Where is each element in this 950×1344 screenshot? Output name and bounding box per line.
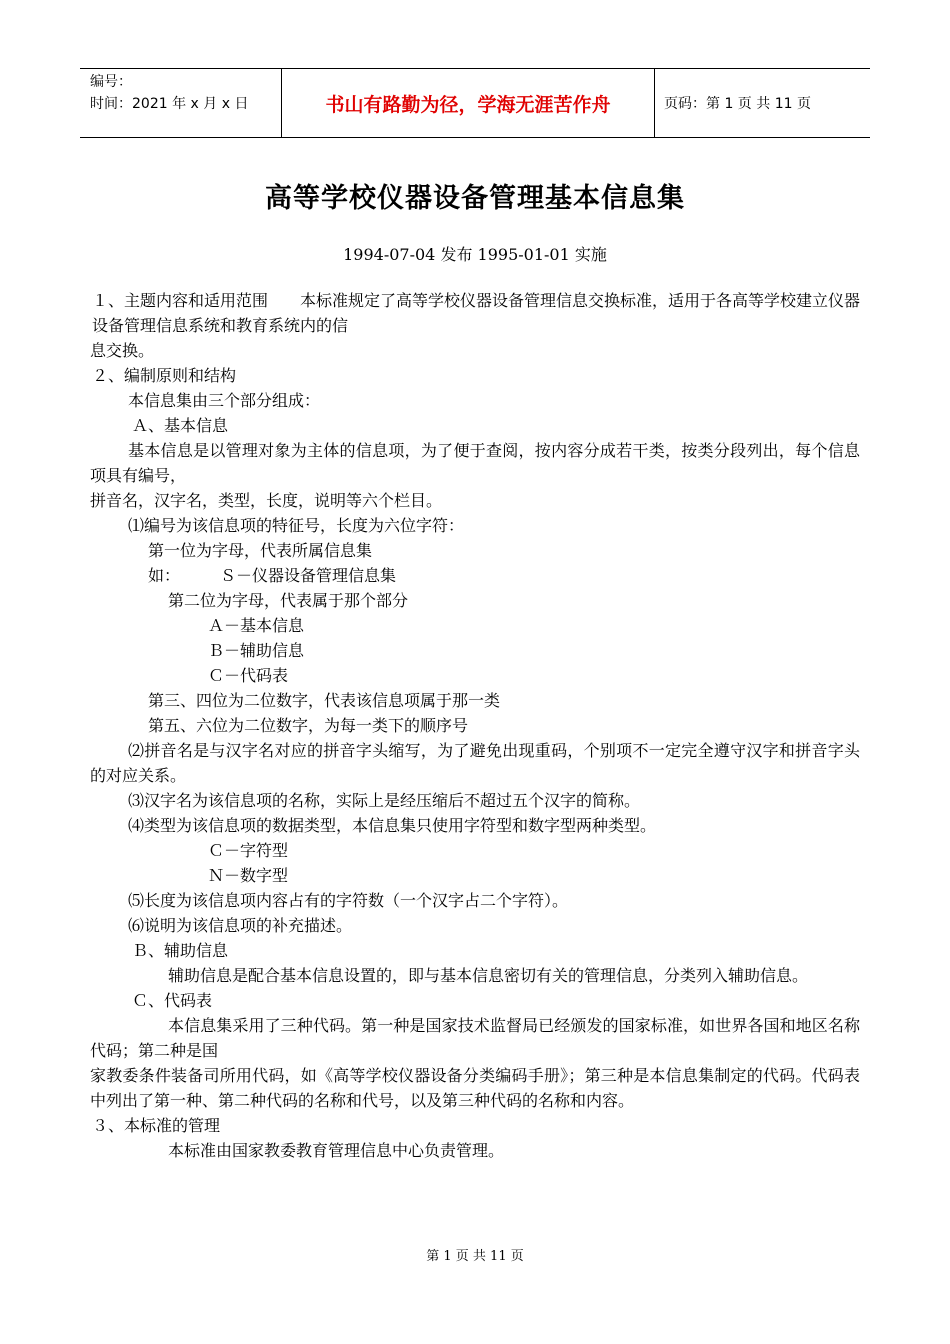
list-item: 第一位为字母，代表所属信息集 xyxy=(148,541,373,560)
list-item: 如： Ｓ－仪器设备管理信息集 xyxy=(148,566,397,585)
list-item: Ａ－基本信息 xyxy=(208,616,305,635)
list-item: ⑷类型为该信息项的数据类型，本信息集只使用字符型和数字型两种类型。 xyxy=(128,816,657,835)
paragraph: 拼音名，汉字名，类型，长度，说明等六个栏目。 xyxy=(90,491,443,510)
header-page-info: 页码：第 1 页 共 11 页 xyxy=(664,96,811,112)
subsection-heading: Ａ、基本信息 xyxy=(132,416,229,435)
list-item: 第二位为字母，代表属于那个部分 xyxy=(168,591,409,610)
subsection-heading: Ｂ、辅助信息 xyxy=(132,941,229,960)
list-item: ⑸长度为该信息项内容占有的字符数（一个汉字占二个字符）。 xyxy=(128,891,569,910)
paragraph: 本标准由国家教委教育管理信息中心负责管理。 xyxy=(168,1141,505,1160)
list-item: 第五、六位为二位数字，为每一类下的顺序号 xyxy=(148,716,469,735)
header-motto: 书山有路勤为径，学海无涯苦作舟 xyxy=(281,69,655,137)
list-item: Ｂ－辅助信息 xyxy=(208,641,305,660)
number-label: 编号： xyxy=(90,74,132,90)
list-item: Ｎ－数字型 xyxy=(208,866,289,885)
document-subtitle: 1994-07-04 发布 1995-01-01 实施 xyxy=(343,245,607,264)
subsection-heading: Ｃ、代码表 xyxy=(132,991,213,1010)
list-item: Ｃ－字符型 xyxy=(208,841,289,860)
paragraph: 本信息集由三个部分组成： xyxy=(128,391,321,410)
time-label: 时间：2021 年 x 月 x 日 xyxy=(90,96,249,112)
list-item: ⑴编号为该信息项的特征号，长度为六位字符： xyxy=(128,516,465,535)
section-heading: ２、编制原则和结构 xyxy=(92,366,237,385)
paragraph: 基本信息是以管理对象为主体的信息项，为了便于查阅，按内容分成若干类，按类分段列出，每个信息项具有编号， xyxy=(90,441,860,485)
paragraph: １、主题内容和适用范围 本标准规定了高等学校仪器设备管理信息交换标准，适用于各高等学校建立仪器设备管理信息系统和教育系统内的信 xyxy=(92,291,861,335)
list-item: 第三、四位为二位数字，代表该信息项属于那一类 xyxy=(148,691,501,710)
paragraph: 家教委条件装备司所用代码，如《高等学校仪器设备分类编码手册》；第三种是本信息集制定的代码。代码表中列出了第一种、第二种代码的名称和代号，以及第三种代码的名称和内容。 xyxy=(90,1066,860,1110)
paragraph: 本信息集采用了三种代码。第一种是国家技术监督局已经颁发的国家标准，如世界各国和地区名称代码；第二种是国 xyxy=(90,1016,860,1060)
paragraph: 辅助信息是配合基本信息设置的，即与基本信息密切有关的管理信息，分类列入辅助信息。 xyxy=(168,966,809,985)
paragraph: 息交换。 xyxy=(90,341,155,360)
document-body xyxy=(90,288,860,1163)
list-item: ⑵拼音名是与汉字名对应的拼音字头缩写，为了避免出现重码，个别项不一定完全遵守汉字和拼音字头的对应关系。 xyxy=(90,741,860,785)
page-footer: 第 1 页 共 11 页 xyxy=(426,1249,524,1264)
page-header xyxy=(80,68,870,138)
section-heading: ３、本标准的管理 xyxy=(92,1116,221,1135)
header-meta xyxy=(80,69,290,139)
document-title: 高等学校仪器设备管理基本信息集 xyxy=(265,183,685,214)
list-item: ⑶汉字名为该信息项的名称，实际上是经压缩后不超过五个汉字的简称。 xyxy=(128,791,641,810)
list-item: Ｃ－代码表 xyxy=(208,666,289,685)
list-item: ⑹说明为该信息项的补充描述。 xyxy=(128,916,353,935)
